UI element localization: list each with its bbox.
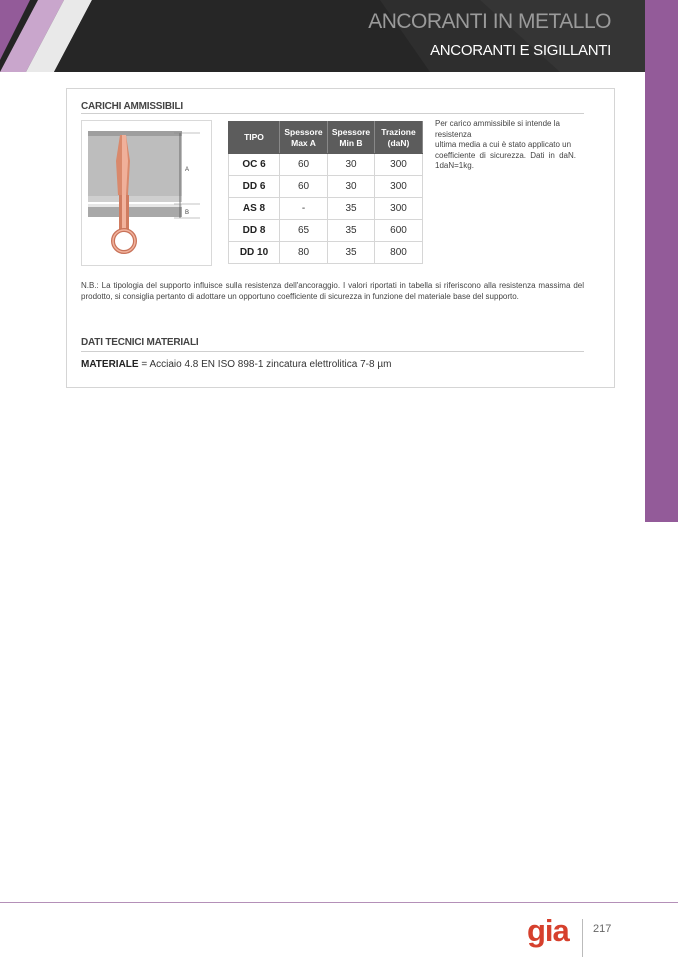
table-row [229,198,423,220]
load-definition-note [435,119,576,172]
section-divider [81,113,584,114]
material-label: MATERIALE [81,359,139,370]
col-header-max-a: Spessore Max A [280,122,328,154]
anchor-diagram [81,120,212,266]
table-row [229,154,423,176]
cell-trazione: 300 [375,198,423,220]
materials-section-title: DATI TECNICI MATERIALI [81,337,199,348]
table-row [229,220,423,242]
side-color-band [645,0,678,522]
cell-tipo: OC 6 [229,154,280,176]
header-title: ANCORANTI IN METALLO [368,10,611,33]
product-info-box [66,88,615,388]
cell-trazione: 300 [375,176,423,198]
cell-min-b: 35 [328,220,375,242]
header-subtitle: ANCORANTI E SIGILLANTI [430,42,611,59]
cell-tipo: DD 10 [229,242,280,264]
loads-table [228,121,423,264]
section-divider [81,351,584,352]
cell-min-b: 30 [328,176,375,198]
table-row [229,176,423,198]
footer-divider [582,919,583,957]
col-header-min-b: Spessore Min B [328,122,375,154]
cell-trazione: 800 [375,242,423,264]
anchor-drawing [82,121,211,265]
cell-max-a: 65 [280,220,328,242]
cell-min-b: 35 [328,242,375,264]
note-line: ultima media a cui è stato applicato un [435,140,572,149]
page-header [0,0,645,72]
brand-logo: gia [527,913,569,948]
note-line: coefficiente di sicurezza. Dati in daN. 1daN=1kg. [435,150,576,170]
table-row [229,242,423,264]
cell-tipo: AS 8 [229,198,280,220]
page-number: 217 [593,923,612,935]
note-line: Per carico ammissibile si intende la resistenza [435,119,560,139]
material-value: = Acciaio 4.8 EN ISO 898-1 zincatura elettrolitica 7-8 µm [138,359,392,370]
cell-tipo: DD 8 [229,220,280,242]
col-header-tipo: TIPO [229,122,280,154]
nb-note: N.B.: La tipologia del supporto influisce sulla resistenza dell'ancoraggio. I valori riportati in tabella si riferiscono alla resistenza massima del prodotto, si consiglia pertanto di adottare un opportuno coefficiente di sicurezza in funzione del materiale base del supporto. [81,281,584,301]
table-header-row [229,122,423,154]
cell-max-a: - [280,198,328,220]
cell-min-b: 30 [328,154,375,176]
cell-min-b: 35 [328,198,375,220]
dimension-label-a: A [185,167,190,173]
loads-section-title: CARICHI AMMISSIBILI [81,101,183,112]
cell-tipo: DD 6 [229,176,280,198]
material-spec [81,359,391,370]
footer-rule [0,902,678,903]
cell-trazione: 300 [375,154,423,176]
cell-max-a: 80 [280,242,328,264]
cell-max-a: 60 [280,176,328,198]
col-header-trazione: Trazione (daN) [375,122,423,154]
cell-max-a: 60 [280,154,328,176]
cell-trazione: 600 [375,220,423,242]
dimension-label-b: B [185,210,190,216]
